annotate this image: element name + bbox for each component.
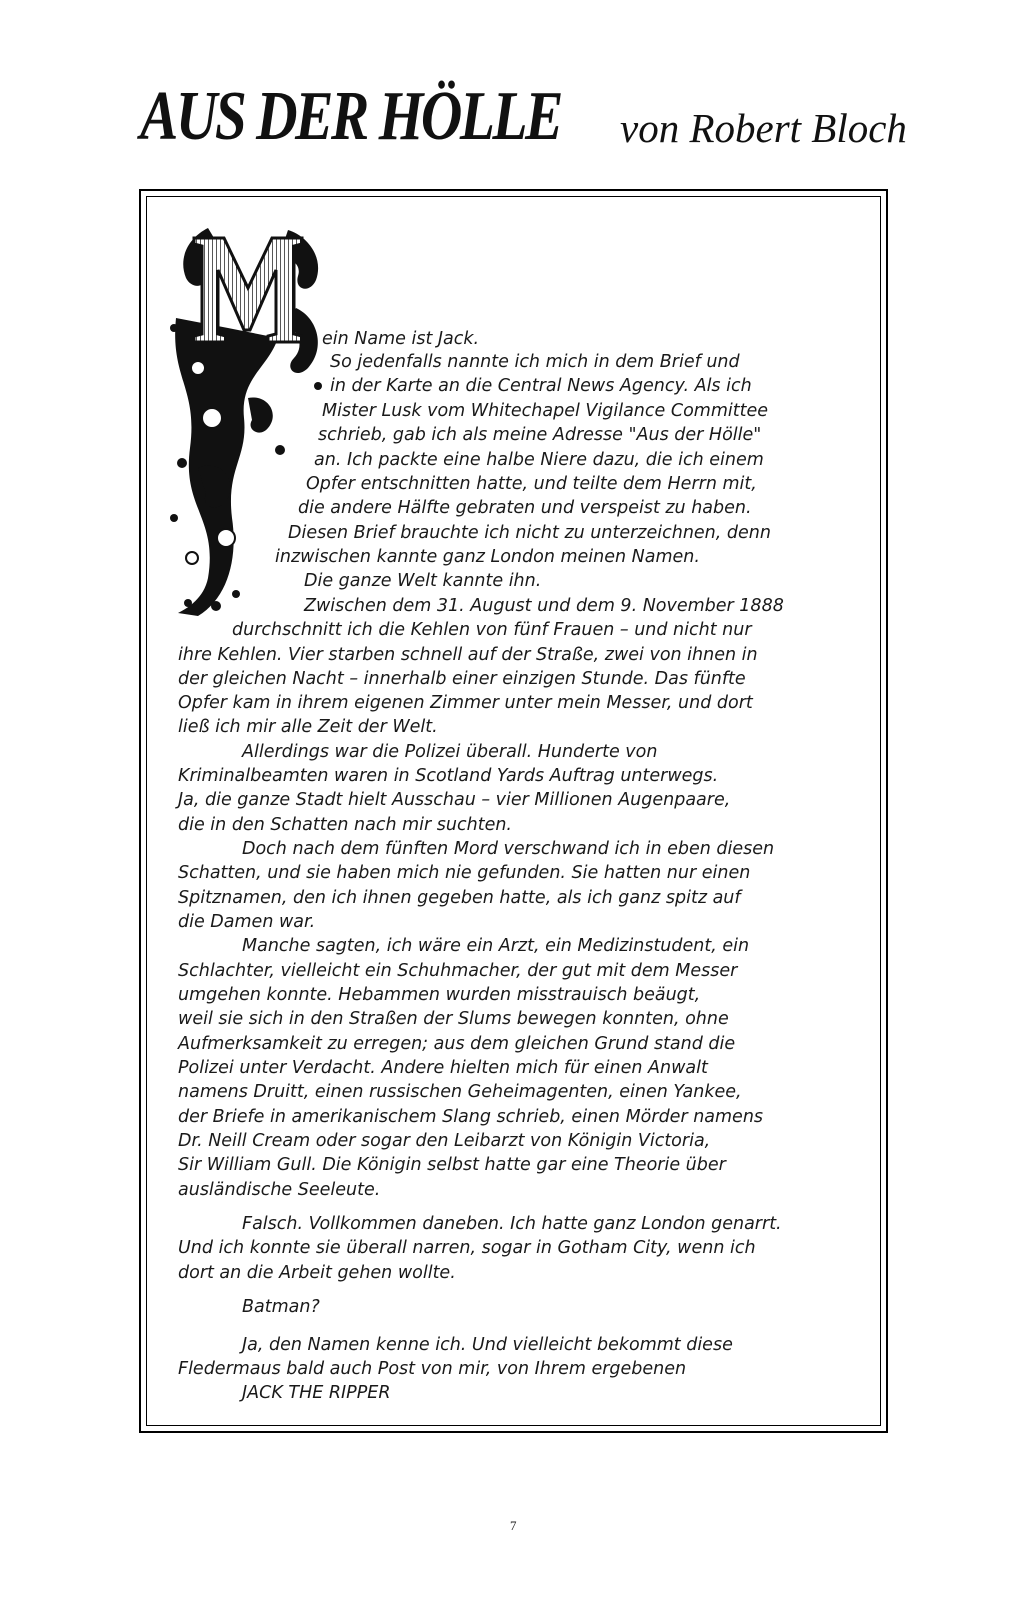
text-line: Die ganze Welt kannte ihn. (304, 571, 542, 591)
text-line: die Damen war. (178, 912, 316, 932)
text-line: Falsch. Vollkommen daneben. Ich hatte ganz London genarrt. (242, 1214, 782, 1234)
text-line: an. Ich packte eine halbe Niere dazu, die ich einem (314, 450, 764, 470)
text-line: Manche sagten, ich wäre ein Arzt, ein Medizinstudent, ein (242, 936, 750, 956)
text-line: Batman? (242, 1297, 320, 1317)
text-line: ausländische Seeleute. (178, 1180, 381, 1200)
text-line: Dr. Neill Cream oder sogar den Leibarzt von Königin Victoria, (178, 1131, 711, 1151)
text-line: Mister Lusk vom Whitechapel Vigilance Committee (322, 401, 768, 421)
text-line: die andere Hälfte gebraten und verspeist zu haben. (298, 498, 752, 518)
text-line: die in den Schatten nach mir suchten. (178, 815, 512, 835)
text-line: Kriminalbeamten waren in Scotland Yards Auftrag unterwegs. (178, 766, 719, 786)
text-line: Ja, den Namen kenne ich. Und vielleicht bekommt diese (242, 1335, 733, 1355)
text-line: in der Karte an die Central News Agency. Als ich (330, 376, 752, 396)
text-line: Opfer kam in ihrem eigenen Zimmer unter mein Messer, und dort (178, 693, 753, 713)
text-line: Allerdings war die Polizei überall. Hunderte von (242, 742, 658, 762)
text-line: So jedenfalls nannte ich mich in dem Brief und (330, 352, 740, 372)
text-line: Aufmerksamkeit zu erregen; aus dem gleichen Grund stand die (178, 1034, 736, 1054)
text-line: Fledermaus bald auch Post von mir, von Ihrem ergebenen (178, 1359, 687, 1379)
text-line: der Briefe in amerikanischem Slang schrieb, einen Mörder namens (178, 1107, 764, 1127)
text-line: schrieb, gab ich als meine Adresse "Aus der Hölle" (318, 425, 762, 445)
text-line: namens Druitt, einen russischen Geheimagenten, einen Yankee, (178, 1082, 742, 1102)
signature: JACK THE RIPPER (242, 1383, 391, 1403)
page-number: 7 (510, 1518, 517, 1533)
text-line: inzwischen kannte ganz London meinen Namen. (275, 547, 700, 567)
text-line: weil sie sich in den Straßen der Slums bewegen konnten, ohne (178, 1009, 729, 1029)
text-line: Und ich konnte sie überall narren, sogar in Gotham City, wenn ich (178, 1238, 756, 1258)
text-line: durchschnitt ich die Kehlen von fünf Frauen – und nicht nur (232, 620, 752, 640)
story-title: AUS DER HÖLLE (140, 78, 561, 155)
text-line: Spitznamen, den ich ihnen gegeben hatte, als ich ganz spitz auf (178, 888, 741, 908)
text-line: umgehen konnte. Hebammen wurden misstrauisch beäugt, (178, 985, 701, 1005)
author-byline: von Robert Bloch (620, 105, 907, 151)
text-line: Ja, die ganze Stadt hielt Ausschau – vier Millionen Augenpaare, (178, 790, 731, 810)
text-line: Schlachter, vielleicht ein Schuhmacher, der gut mit dem Messer (178, 961, 738, 981)
text-line: Schatten, und sie haben mich nie gefunden. Sie hatten nur einen (178, 863, 751, 883)
text-line: ein Name ist Jack. (322, 329, 480, 349)
text-line: dort an die Arbeit gehen wollte. (178, 1263, 456, 1283)
text-line: Sir William Gull. Die Königin selbst hatte gar eine Theorie über (178, 1155, 726, 1175)
text-line: Zwischen dem 31. August und dem 9. November 1888 (304, 596, 784, 616)
text-line: ließ ich mir alle Zeit der Welt. (178, 717, 438, 737)
text-line: der gleichen Nacht – innerhalb einer einzigen Stunde. Das fünfte (178, 669, 746, 689)
text-line: Opfer entschnitten hatte, und teilte dem Herrn mit, (306, 474, 757, 494)
text-line: Polizei unter Verdacht. Andere hielten mich für einen Anwalt (178, 1058, 708, 1078)
text-line: Diesen Brief brauchte ich nicht zu unterzeichnen, denn (288, 523, 771, 543)
text-line: Doch nach dem fünften Mord verschwand ich in eben diesen (242, 839, 775, 859)
text-line: ihre Kehlen. Vier starben schnell auf der Straße, zwei von ihnen in (178, 645, 758, 665)
